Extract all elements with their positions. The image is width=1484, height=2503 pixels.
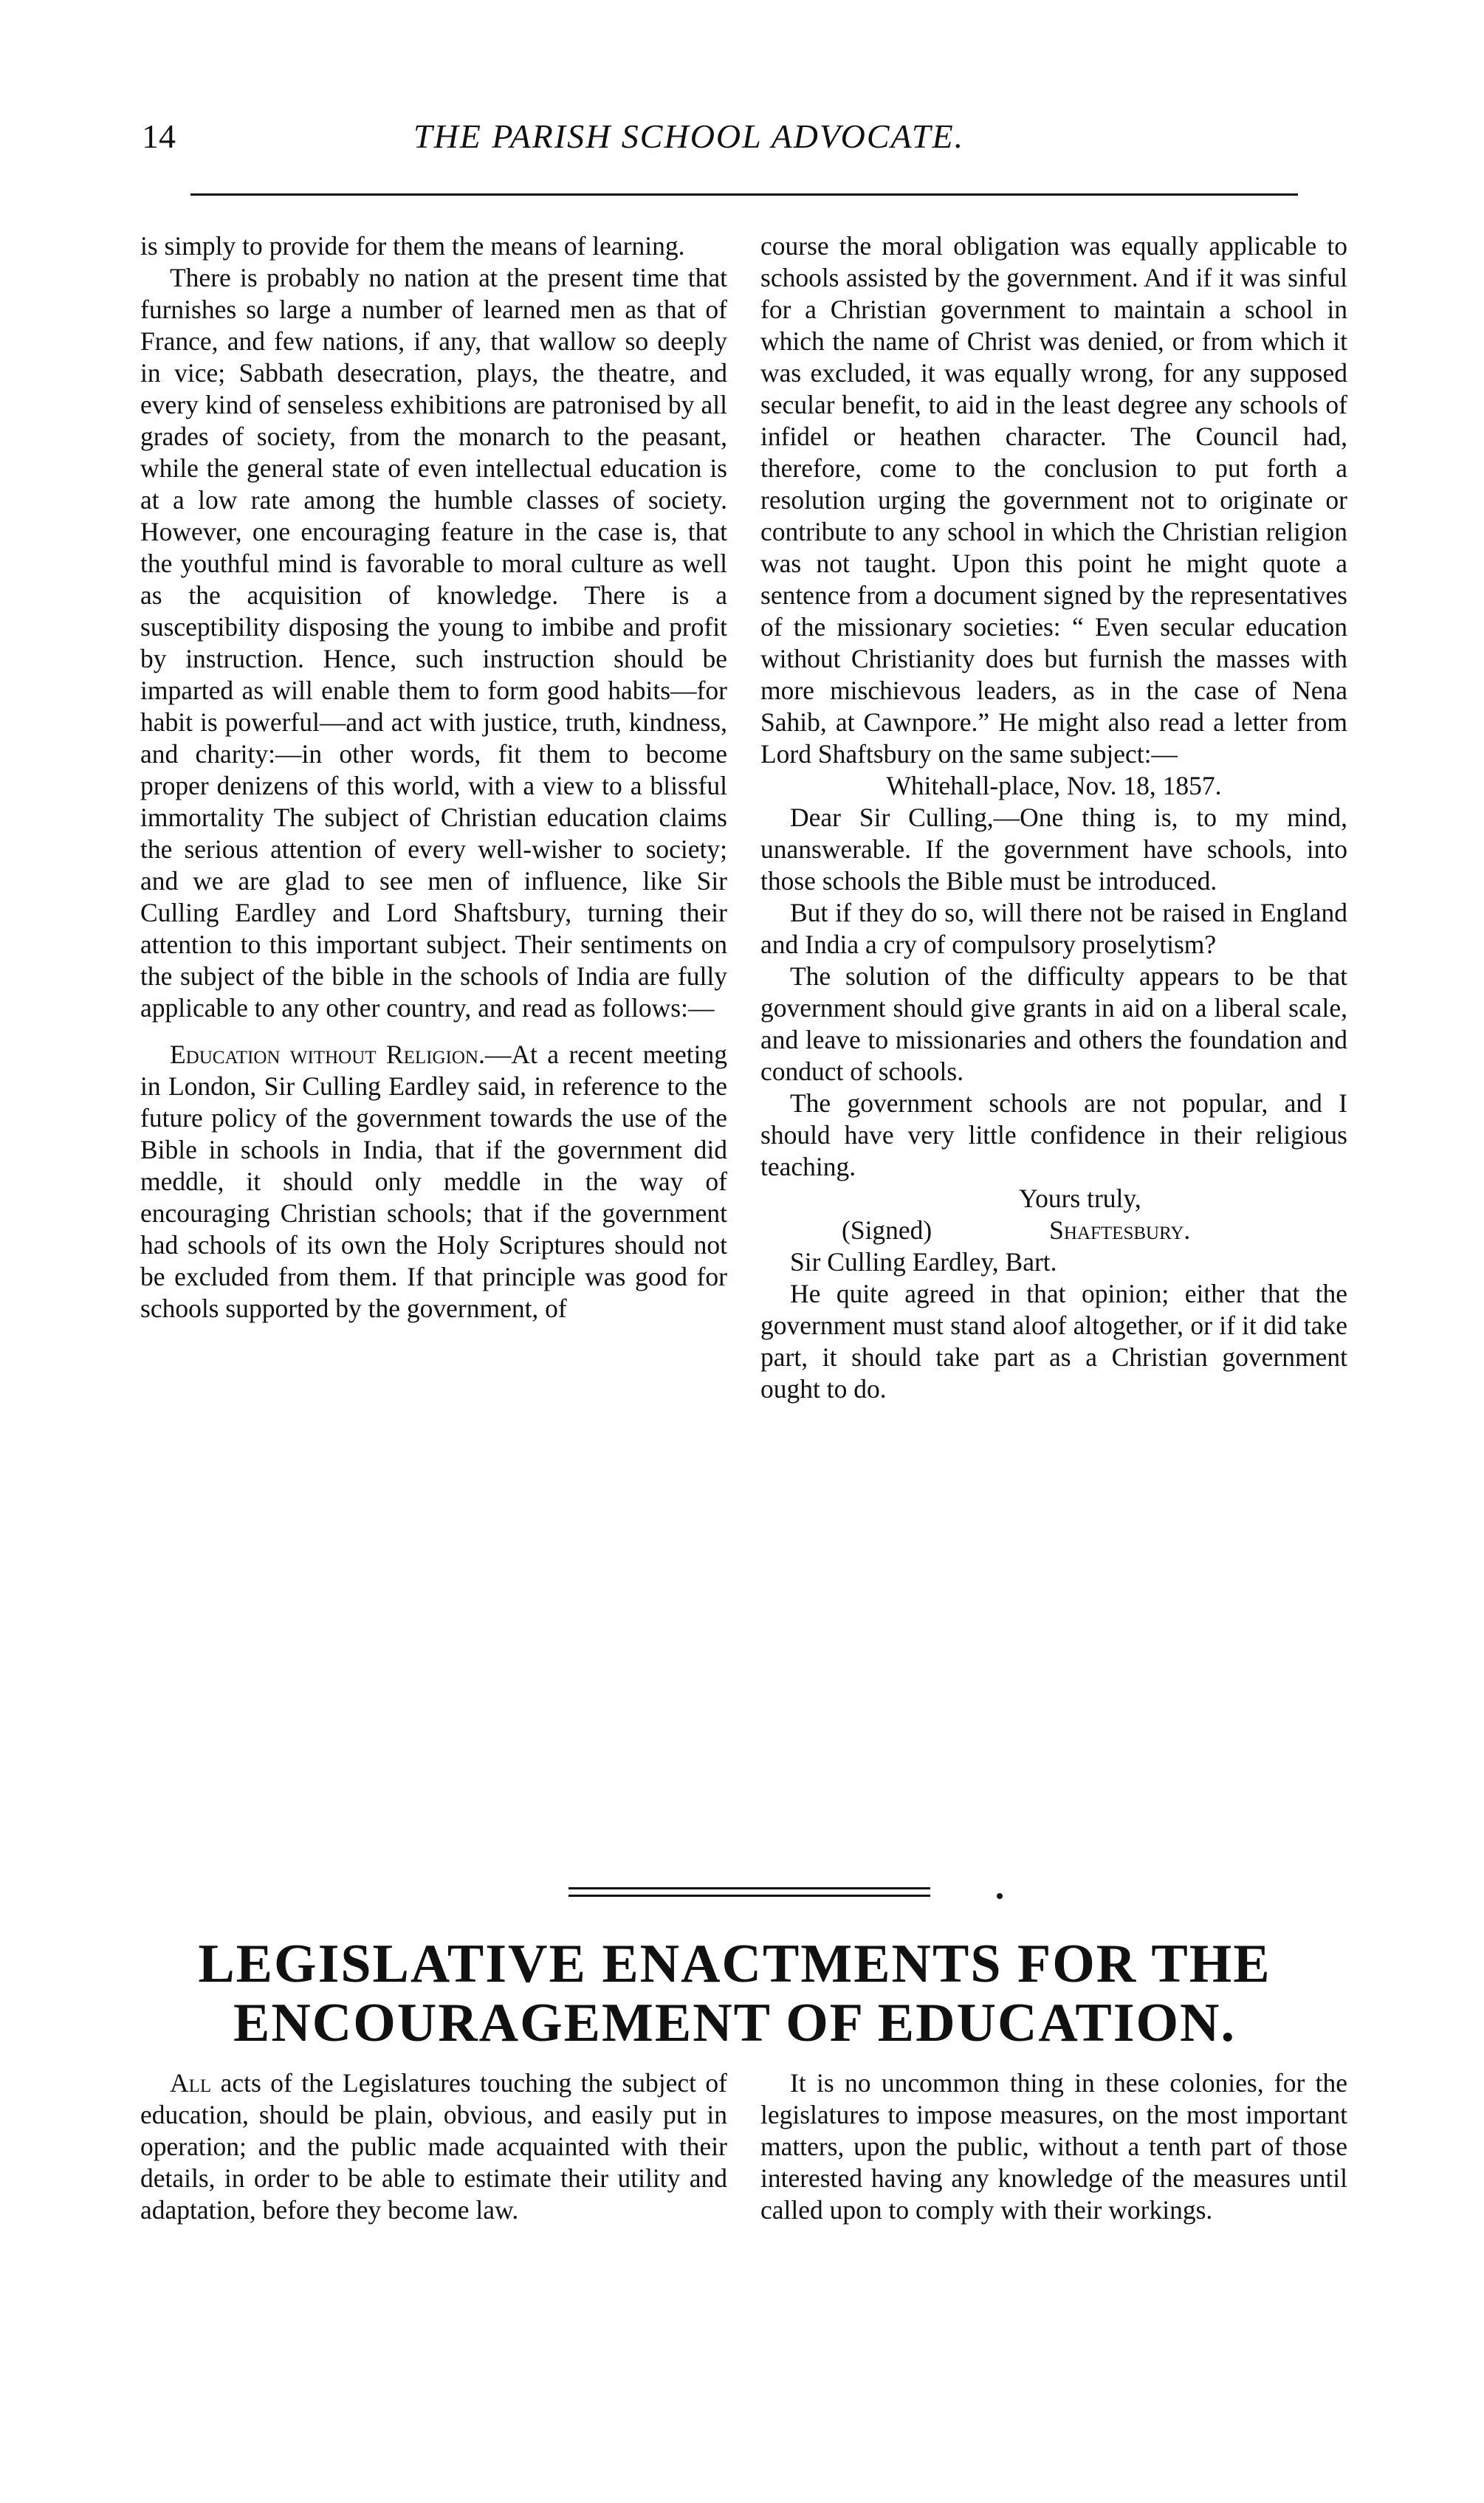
letter-paragraph-3: The solution of the difficulty appears to be that government should give grants in aid on a liberal scale, and leave to missionaries and others the foundation and conduct of schools.	[760, 961, 1347, 1086]
divider-dot	[997, 1893, 1003, 1899]
page-number: 14	[142, 117, 176, 155]
letter-addressee: Sir Culling Eardley, Bart.	[790, 1247, 1057, 1277]
running-title: THE PARISH SCHOOL ADVOCATE.	[413, 117, 965, 155]
left-paragraph-3-text: —At a recent meeting in London, Sir Culling Eardley said, in reference to the future policy of the government towards the use of the Bible in schools in India, that if the government did meddle, it should only meddle in the way of encouraging Christian schools; that if the government had schools of its own the Holy Scriptures should not be excluded from them. If that principle was good for schools supported by the government, of	[140, 1040, 727, 1323]
section-headline	[111, 1934, 1358, 2053]
letter-dateline: Whitehall-place, Nov. 18, 1857.	[886, 771, 1222, 800]
section-divider-top	[568, 1887, 930, 1889]
section-lead-education-without-religion: Education without Religion.	[170, 1040, 485, 1069]
right-paragraph-final: He quite agreed in that opinion; either that the government must stand aloof altogether, or if it did take part, it should take part as a Christian government ought to do.	[760, 1279, 1347, 1404]
right-paragraph-1: course the moral obligation was equally applicable to schools assisted by the government. And if it was sinful for a Christian government to maintain a school in which the name of Christ was denied, or from which it was excluded, it was equally wrong, for any supposed secular benefit, to aid in the least degree any schools of infidel or heathen character. The Council had, therefore, come to the conclusion to put forth a resolution urging the government not to originate or contribute to any school in which the Christian religion was not taught. Upon this point he might quote a sentence from a document signed by the representatives of the missionary societies: “ Even secular education without Christianity does but furnish the masses with more mischievous leaders, as in the case of Nena Sahib, at Cawnpore.” He might also read a letter from Lord Shaftsbury on the same subject:—	[760, 231, 1347, 769]
paragraph-lead-word: All	[170, 2068, 212, 2098]
letter-closing: Yours truly,	[1019, 1184, 1141, 1213]
left-paragraph-2: There is probably no nation at the present time that furnishes so large a number of learned men as that of France, and few nations, if any, that wallow so deeply in vice; Sabbath desecration, plays, the theatre, and every kind of senseless exhibitions are patronised by all grades of society, from the monarch to the peasant, while the general state of even intellectual education is at a low rate among the humble classes of society. However, one encouraging feature in the case is, that the youthful mind is favorable to moral culture as well as the acquisition of knowledge. There is a susceptibility disposing the young to imbibe and profit by instruction. Hence, such instruction should be imparted as will enable them to form good habits—for habit is powerful—and act with justice, truth, kindness, and charity:—in other words, fit them to become proper denizens of this world, with a view to a blissful immortality The subject of Christian education claims the serious attention of every well-wisher to society; and we are glad to see men of influence, like Sir Culling Eardley and Lord Shaftsbury, turning their attention to this important subject. Their sentiments on the subject of the bible in the schools of India are fully applicable to any other country, and read as follows:—	[140, 263, 727, 1023]
bottom-left-column	[140, 2067, 727, 2226]
bottom-right-paragraph: It is no uncommon thing in these colonies, for the legislatures to impose measures, on the most important matters, upon the public, without a tenth part of those interested having any knowledge of the measures until called upon to comply with their workings.	[760, 2068, 1347, 2225]
letter-signature-line	[760, 1215, 1347, 1246]
bottom-left-text: acts of the Legislatures touching the subject of education, should be plain, obvious, and easily put in operation; and the public made acquainted with their details, in order to be able to estimate their utility and adaptation, before they become law.	[140, 2068, 727, 2225]
signatory-name: Shaftesbury.	[1049, 1215, 1191, 1245]
signed-label: (Signed)	[842, 1215, 932, 1245]
letter-paragraph-1: Dear Sir Culling,—One thing is, to my mind, unanswerable. If the government have schools, into those schools the Bible must be introduced.	[760, 803, 1347, 896]
header-rule	[190, 193, 1298, 196]
left-paragraph-3	[140, 1039, 727, 1325]
bottom-right-column	[760, 2067, 1347, 2226]
headline-line-2: ENCOURAGEMENT OF EDUCATION.	[233, 1993, 1236, 2053]
section-divider-bottom	[568, 1895, 930, 1897]
headline-line-1: LEGISLATIVE ENACTMENTS FOR THE	[198, 1934, 1271, 1994]
letter-paragraph-2: But if they do so, will there not be raised in England and India a cry of compulsory proselytism?	[760, 898, 1347, 959]
letter-paragraph-4: The government schools are not popular, and I should have very little confidence in their religious teaching.	[760, 1088, 1347, 1181]
left-column	[140, 230, 727, 1325]
bottom-left-paragraph	[140, 2067, 727, 2226]
left-paragraph-1: is simply to provide for them the means of learning.	[140, 231, 685, 261]
right-column	[760, 230, 1347, 1405]
